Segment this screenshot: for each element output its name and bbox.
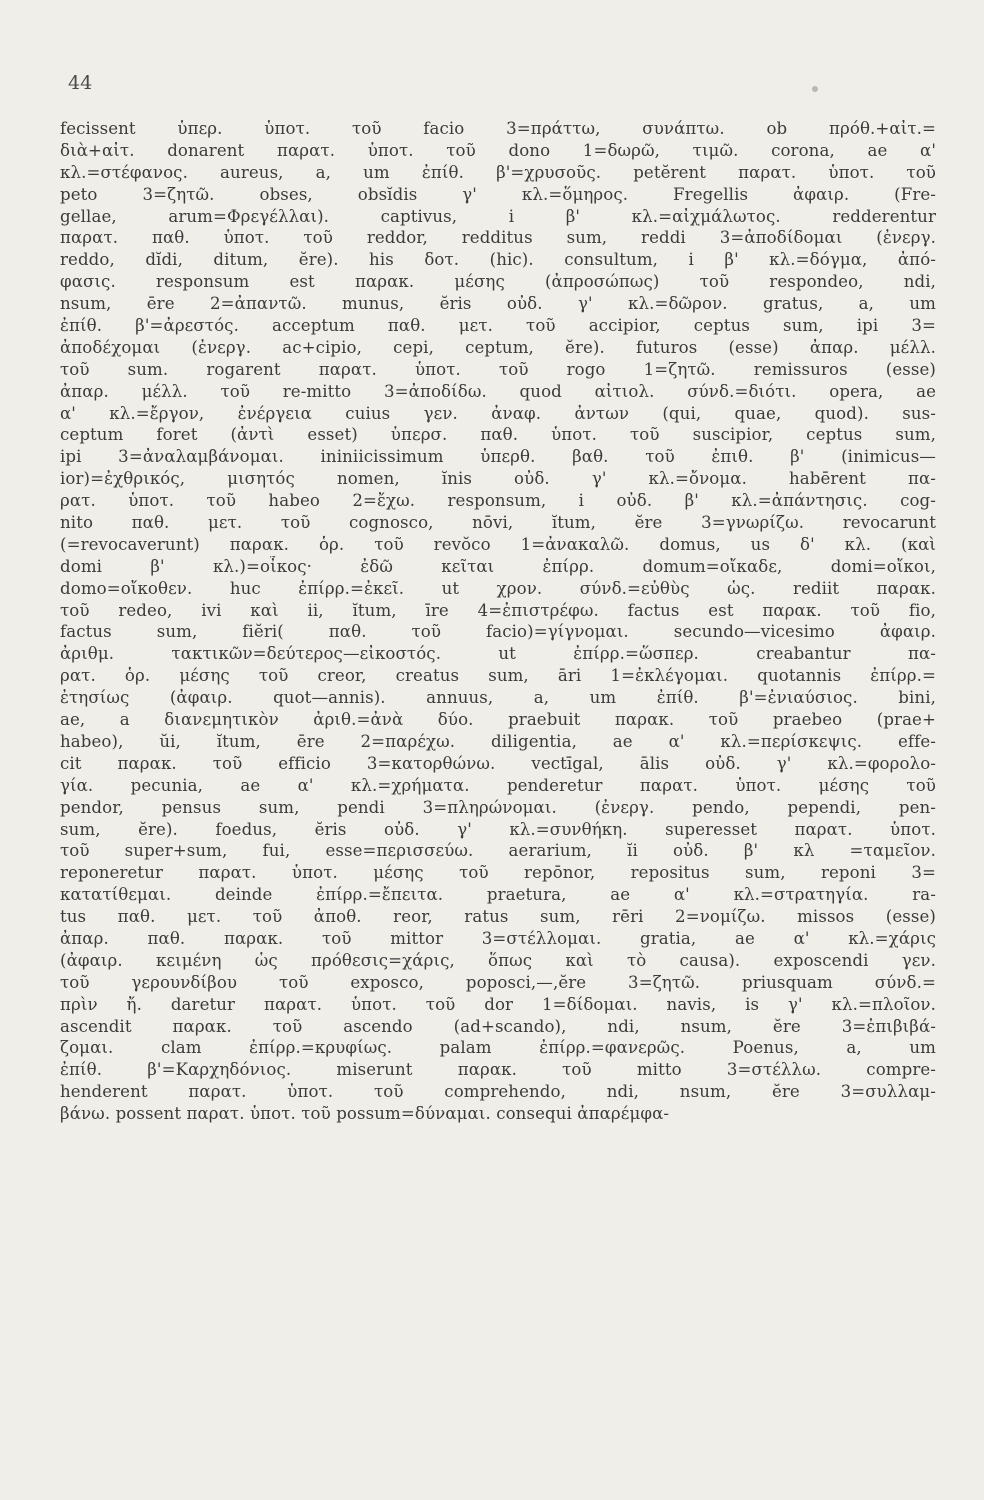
text-line: ipi 3=ἀναλαμβάνομαι. ininiicissimum ὑπερθ. βαθ. τοῦ ἐπιθ. β' (inimicus— <box>60 447 936 467</box>
text-line: reddo, dĭdi, ditum, ĕre). his δοτ. (hic). consultum, i β' κλ.=δόγμα, ἀπό- <box>60 250 936 270</box>
text-line: ἀπαρ. μέλλ. τοῦ re-mitto 3=ἀποδίδω. quod αἰτιολ. σύνδ.=διότι. opera, ae <box>60 381 936 401</box>
text-line: ἐπίθ. β'=ἀρεστός. acceptum παθ. μετ. τοῦ accipior, ceptus sum, ipi 3= <box>60 316 936 336</box>
glossary-text <box>60 118 936 1125</box>
text-line: ρατ. ὑποτ. τοῦ habeo 2=ἔχω. responsum, i οὐδ. β' κλ.=ἀπάντησις. cog- <box>60 491 936 511</box>
text-line: ζομαι. clam ἐπίρρ.=κρυφίως. palam ἐπίρρ.=φανερῶς. Poenus, a, um <box>60 1038 936 1058</box>
text-line: ἀποδέχομαι (ἐνεργ. ac+cipio, cepi, ceptum, ĕre). futuros (esse) ἀπαρ. μέλλ. <box>60 337 936 357</box>
text-line: ior)=ἐχθρικός, μισητός nomen, ĭnis οὐδ. γ' κλ.=ὄνομα. habērent πα- <box>60 469 936 489</box>
text-line: fecissent ὑπερ. ὑποτ. τοῦ facio 3=πράττω, συνάπτω. ob πρόθ.+αἰτ.= <box>60 119 936 138</box>
text-line: (=revocaverunt) παρακ. ὁρ. τοῦ revŏco 1=ἀνακαλῶ. domus, us δ' κλ. (καὶ <box>60 534 936 554</box>
text-line: βάνω. possent παρατ. ὑποτ. τοῦ possum=δύναμαι. consequi ἀπαρέμφα- <box>60 1104 670 1124</box>
text-line: κατατίθεμαι. deinde ἐπίρρ.=ἔπειτα. praetura, ae α' κλ.=στρατηγία. ra- <box>60 885 936 905</box>
text-line: cit παρακ. τοῦ efficio 3=κατορθώνω. vectīgal, ālis οὐδ. γ' κλ.=φορολο- <box>60 753 936 773</box>
text-line: τοῦ sum. rogarent παρατ. ὑποτ. τοῦ rogo 1=ζητῶ. remissuros (esse) <box>60 359 936 379</box>
text-line: domi β' κλ.)=οἶκος· ἐδῶ κεῖται ἐπίρρ. domum=οἴκαδε, domi=οἴκοι, <box>60 556 936 576</box>
text-line: nito παθ. μετ. τοῦ cognosco, nōvi, ĭtum, ĕre 3=γνωρίζω. revocarunt <box>60 513 936 533</box>
text-line: (ἀφαιρ. κειμένη ὡς πρόθεσις=χάρις, ὅπως καὶ τὸ causa). exposcendi γεν. <box>60 950 936 970</box>
text-line: tus παθ. μετ. τοῦ ἀποθ. reor, ratus sum, rēri 2=νομίζω. missos (esse) <box>60 907 936 927</box>
text-line: pendor, pensus sum, pendi 3=πληρώνομαι. (ἐνεργ. pendo, pependi, pen- <box>60 797 936 817</box>
text-line: φασις. responsum est παρακ. μέσης (ἀπροσώπως) τοῦ respondeo, ndi, <box>60 272 936 292</box>
text-line: ascendit παρακ. τοῦ ascendo (ad+scando), ndi, nsum, ĕre 3=ἐπιβιβά- <box>60 1016 936 1036</box>
text-line: domo=οἴκοθεν. huc ἐπίρρ.=ἐκεῖ. ut χρον. σύνδ.=εὐθὺς ὡς. rediit παρακ. <box>60 578 936 598</box>
page-number: 44 <box>68 72 93 94</box>
text-line: sum, ĕre). foedus, ĕris οὐδ. γ' κλ.=συνθήκη. superesset παρατ. ὑποτ. <box>60 819 936 839</box>
text-line: ἀπαρ. παθ. παρακ. τοῦ mittor 3=στέλλομαι. gratia, ae α' κλ.=χάρις <box>60 928 936 948</box>
text-line: παρατ. παθ. ὑποτ. τοῦ reddor, redditus sum, reddi 3=ἀποδίδομαι (ἐνεργ. <box>60 228 936 248</box>
text-line: peto 3=ζητῶ. obses, obsĭdis γ' κλ.=ὅμηρος. Fregellis ἀφαιρ. (Fre- <box>60 184 936 204</box>
text-line: nsum, ēre 2=ἀπαντῶ. munus, ĕris οὐδ. γ' κλ.=δῶρον. gratus, a, um <box>60 294 936 314</box>
text-line: διὰ+αἰτ. donarent παρατ. ὑποτ. τοῦ dono 1=δωρῶ, τιμῶ. corona, ae α' <box>60 140 936 160</box>
text-line: τοῦ γερουνδίβου τοῦ exposco, poposci,—,ĕre 3=ζητῶ. priusquam σύνδ.= <box>60 972 936 992</box>
text-line: ἐπίθ. β'=Καρχηδόνιος. miserunt παρακ. τοῦ mitto 3=στέλλω. compre- <box>60 1060 936 1080</box>
text-line: γία. pecunia, ae α' κλ.=χρήματα. penderetur παρατ. ὑποτ. μέσης τοῦ <box>60 775 936 795</box>
text-line: κλ.=στέφανος. aureus, a, um ἐπίθ. β'=χρυσοῦς. petĕrent παρατ. ὑποτ. τοῦ <box>60 162 936 182</box>
text-line: τοῦ redeo, ivi καὶ ii, ĭtum, īre 4=ἐπιστρέφω. factus est παρακ. τοῦ fio, <box>60 600 936 620</box>
text-line: τοῦ super+sum, fui, esse=περισσεύω. aerarium, ĭi οὐδ. β' κλ =ταμεῖον. <box>60 841 936 861</box>
text-line: ἐτησίως (ἀφαιρ. quot—annis). annuus, a, um ἐπίθ. β'=ἐνιαύσιος. bini, <box>60 688 936 708</box>
text-line: ρατ. ὁρ. μέσης τοῦ creor, creatus sum, āri 1=ἐκλέγομαι. quotannis ἐπίρρ.= <box>60 666 936 686</box>
text-line: πρὶν ἤ. daretur παρατ. ὑποτ. τοῦ dor 1=δίδομαι. navis, is γ' κλ.=πλοῖον. <box>60 994 936 1014</box>
text-line: ἀριθμ. τακτικῶν=δεύτερος—εἰκοστός. ut ἐπίρρ.=ὥσπερ. creabantur πα- <box>60 644 936 664</box>
text-line: ae, a διανεμητικὸν ἀριθ.=ἀνὰ δύο. praebuit παρακ. τοῦ praebeo (prae+ <box>60 710 936 730</box>
text-line: reponeretur παρατ. ὑποτ. μέσης τοῦ repōnor, repositus sum, reponi 3= <box>60 863 936 883</box>
text-line: gellae, arum=Φρεγέλλαι). captivus, i β' κλ.=αἰχμάλωτος. redderentur <box>60 206 936 226</box>
text-line: habeo), ŭi, ĭtum, ēre 2=παρέχω. diligentia, ae α' κλ.=περίσκεψις. effe- <box>60 731 936 751</box>
text-line: factus sum, fiĕri( παθ. τοῦ facio)=γίγνομαι. secundo—vicesimo ἀφαιρ. <box>60 622 936 642</box>
text-line: α' κλ.=ἔργον, ἐνέργεια cuius γεν. ἀναφ. ἀντων (qui, quae, quod). sus- <box>60 403 936 423</box>
text-line: henderent παρατ. ὑποτ. τοῦ comprehendo, ndi, nsum, ĕre 3=συλλαμ- <box>60 1082 936 1102</box>
print-speck <box>812 86 818 92</box>
text-line: ceptum foret (ἀντὶ esset) ὑπερσ. παθ. ὑποτ. τοῦ suscipior, ceptus sum, <box>60 425 936 445</box>
